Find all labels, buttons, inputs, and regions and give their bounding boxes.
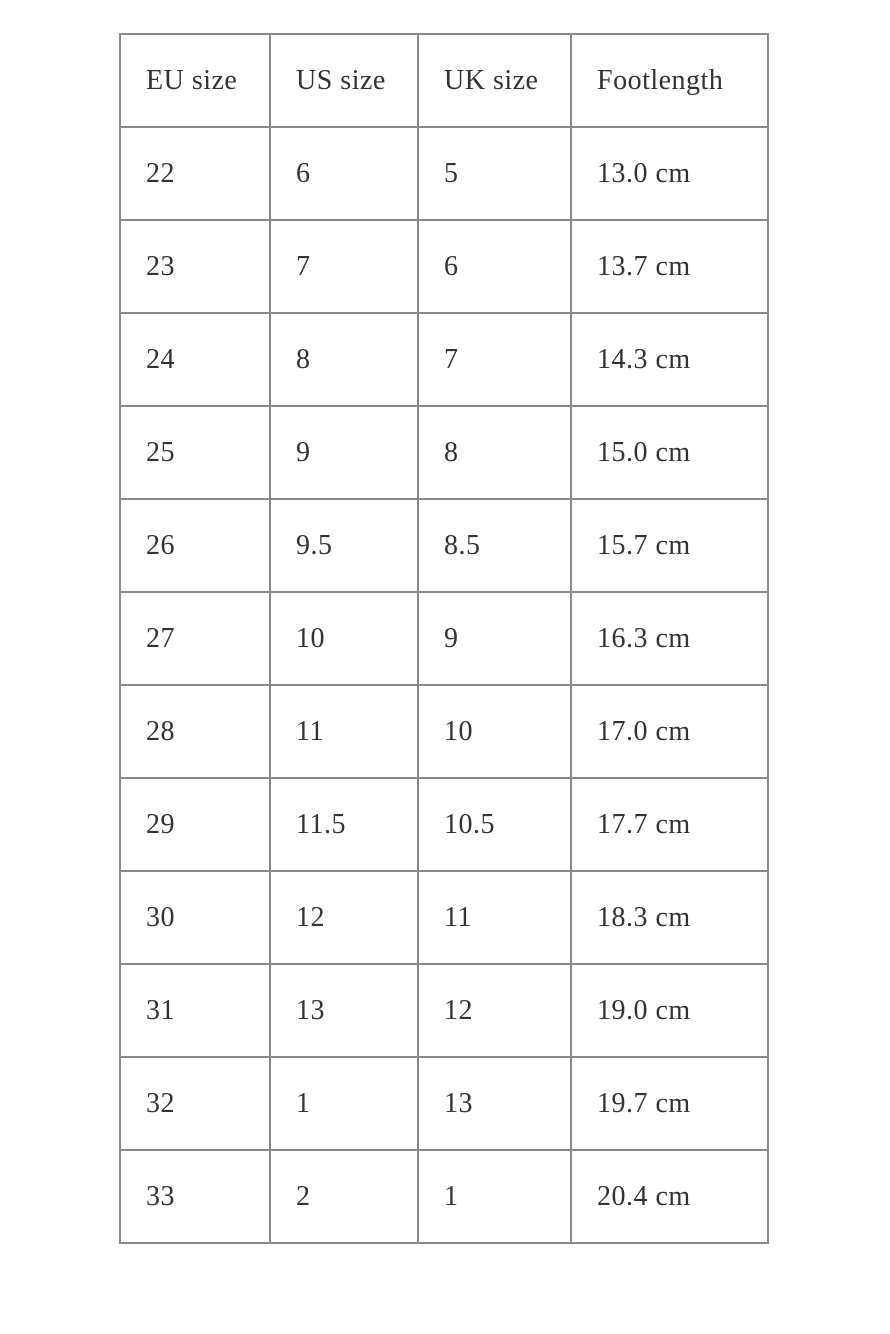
- cell-footlength: 16.3 cm: [571, 592, 768, 685]
- cell-uk-size: 10.5: [418, 778, 571, 871]
- cell-eu-size: 25: [120, 406, 270, 499]
- table-row: [120, 1057, 768, 1150]
- header-row: [120, 34, 768, 127]
- cell-eu-size: 27: [120, 592, 270, 685]
- cell-uk-size: 10: [418, 685, 571, 778]
- cell-uk-size: 11: [418, 871, 571, 964]
- cell-footlength: 14.3 cm: [571, 313, 768, 406]
- header-eu-size: EU size: [120, 34, 270, 127]
- header-uk-size: UK size: [418, 34, 571, 127]
- cell-uk-size: 12: [418, 964, 571, 1057]
- cell-footlength: 17.0 cm: [571, 685, 768, 778]
- cell-uk-size: 1: [418, 1150, 571, 1243]
- header-us-size: US size: [270, 34, 418, 127]
- cell-eu-size: 30: [120, 871, 270, 964]
- cell-footlength: 20.4 cm: [571, 1150, 768, 1243]
- table-row: [120, 685, 768, 778]
- cell-us-size: 12: [270, 871, 418, 964]
- cell-eu-size: 29: [120, 778, 270, 871]
- cell-us-size: 2: [270, 1150, 418, 1243]
- cell-us-size: 13: [270, 964, 418, 1057]
- cell-eu-size: 31: [120, 964, 270, 1057]
- table-header: [120, 34, 768, 127]
- cell-uk-size: 5: [418, 127, 571, 220]
- cell-eu-size: 26: [120, 499, 270, 592]
- table-row: [120, 313, 768, 406]
- cell-footlength: 19.7 cm: [571, 1057, 768, 1150]
- cell-us-size: 1: [270, 1057, 418, 1150]
- cell-eu-size: 32: [120, 1057, 270, 1150]
- cell-eu-size: 24: [120, 313, 270, 406]
- table-body: [120, 127, 768, 1243]
- table-row: [120, 220, 768, 313]
- table-row: [120, 592, 768, 685]
- cell-footlength: 15.0 cm: [571, 406, 768, 499]
- cell-uk-size: 6: [418, 220, 571, 313]
- cell-eu-size: 28: [120, 685, 270, 778]
- table-row: [120, 499, 768, 592]
- table-row: [120, 406, 768, 499]
- cell-footlength: 15.7 cm: [571, 499, 768, 592]
- cell-us-size: 9.5: [270, 499, 418, 592]
- cell-footlength: 13.0 cm: [571, 127, 768, 220]
- table-row: [120, 871, 768, 964]
- cell-uk-size: 9: [418, 592, 571, 685]
- cell-us-size: 11.5: [270, 778, 418, 871]
- cell-uk-size: 13: [418, 1057, 571, 1150]
- cell-footlength: 18.3 cm: [571, 871, 768, 964]
- cell-uk-size: 8.5: [418, 499, 571, 592]
- cell-us-size: 10: [270, 592, 418, 685]
- cell-eu-size: 23: [120, 220, 270, 313]
- cell-us-size: 6: [270, 127, 418, 220]
- cell-us-size: 11: [270, 685, 418, 778]
- cell-footlength: 19.0 cm: [571, 964, 768, 1057]
- cell-uk-size: 7: [418, 313, 571, 406]
- size-chart-table: [119, 33, 769, 1244]
- table-row: [120, 964, 768, 1057]
- cell-uk-size: 8: [418, 406, 571, 499]
- table-row: [120, 778, 768, 871]
- cell-footlength: 13.7 cm: [571, 220, 768, 313]
- cell-us-size: 8: [270, 313, 418, 406]
- cell-us-size: 7: [270, 220, 418, 313]
- cell-eu-size: 22: [120, 127, 270, 220]
- cell-us-size: 9: [270, 406, 418, 499]
- table-row: [120, 127, 768, 220]
- cell-footlength: 17.7 cm: [571, 778, 768, 871]
- header-footlength: Footlength: [571, 34, 768, 127]
- table-row: [120, 1150, 768, 1243]
- cell-eu-size: 33: [120, 1150, 270, 1243]
